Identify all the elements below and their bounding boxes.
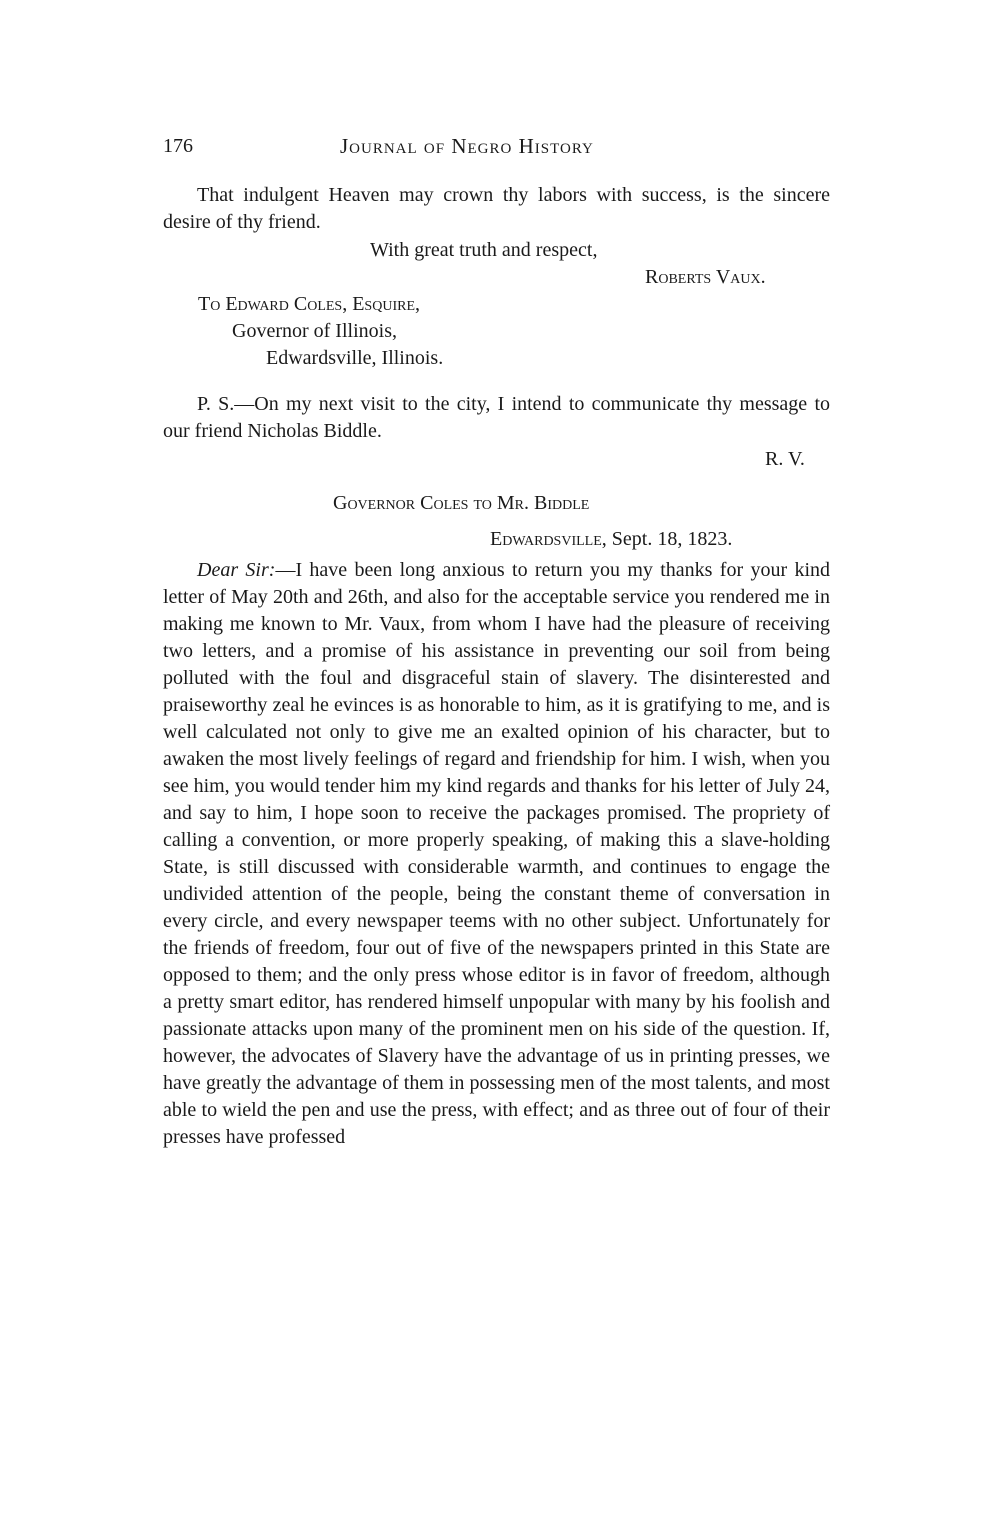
- vaux-signature: Roberts Vaux.: [645, 266, 766, 288]
- coles-letter-body: [163, 557, 830, 1151]
- salutation: Dear Sir:: [197, 559, 276, 581]
- letter-heading: Governor Coles to Mr. Biddle: [333, 492, 590, 514]
- address-line-1: To Edward Coles, Esquire,: [198, 293, 420, 315]
- running-title: Journal of Negro History: [340, 134, 594, 158]
- dateline-place: Edwardsville,: [490, 528, 607, 550]
- complimentary-close: With great truth and respect,: [370, 239, 598, 261]
- page-header: [163, 131, 830, 161]
- dateline: [490, 526, 732, 553]
- postscript: P. S.—On my next visit to the city, I intend to communicate thy message to our friend Nicholas Biddle.: [163, 393, 830, 442]
- postscript-initials: R. V.: [765, 448, 805, 470]
- address-line-3: Edwardsville, Illinois.: [266, 347, 444, 369]
- address-line-2: Governor of Illinois,: [232, 320, 397, 342]
- dateline-date: Sept. 18, 1823.: [611, 528, 733, 550]
- page-number: 176: [163, 135, 193, 157]
- letter-body-text: —I have been long anxious to return you my thanks for your kind letter of May 20th and 26th, and also for the acceptable service you rendered me in making me known to Mr. Vaux, from whom I have had the pleasure of receiving two letters, and a promise of his assistance in preventing our soil from being polluted with the foul and disgraceful stain of slavery. The disinterested and praiseworthy zeal he evinces is as honorable to him, as it is gratifying to me, and is well calculated not only to give me an exalted opinion of his character, but to awaken the most lively feelings of regard and friendship for him. I wish, when you see him, you would tender him my kind regards and thanks for his letter of July 24, and say to him, I hope soon to receive the packages promised. The propriety of calling a convention, or more properly speaking, of making this a slave-holding State, is still discussed with considerable warmth, and continues to engage the undivided attention of the people, being the constant theme of conversation in every circle, and every newspaper teems with no other subject. Unfortunately for the friends of freedom, four out of five of the newspapers printed in this State are opposed to them; and the only press whose editor is in favor of freedom, although a pretty smart editor, has rendered himself unpopular with many by his foolish and passionate attacks upon many of the prominent men on his side of the question. If, however, the advocates of Slavery have the advantage of us in printing presses, we have greatly the advantage of them in possessing men of the most talents, and most able to wield the pen and use the press, with effect; and as three out of four of their presses have professed: [163, 559, 830, 1148]
- vaux-closing-paragraph: That indulgent Heaven may crown thy labors with success, is the sincere desire of thy friend.: [163, 184, 830, 233]
